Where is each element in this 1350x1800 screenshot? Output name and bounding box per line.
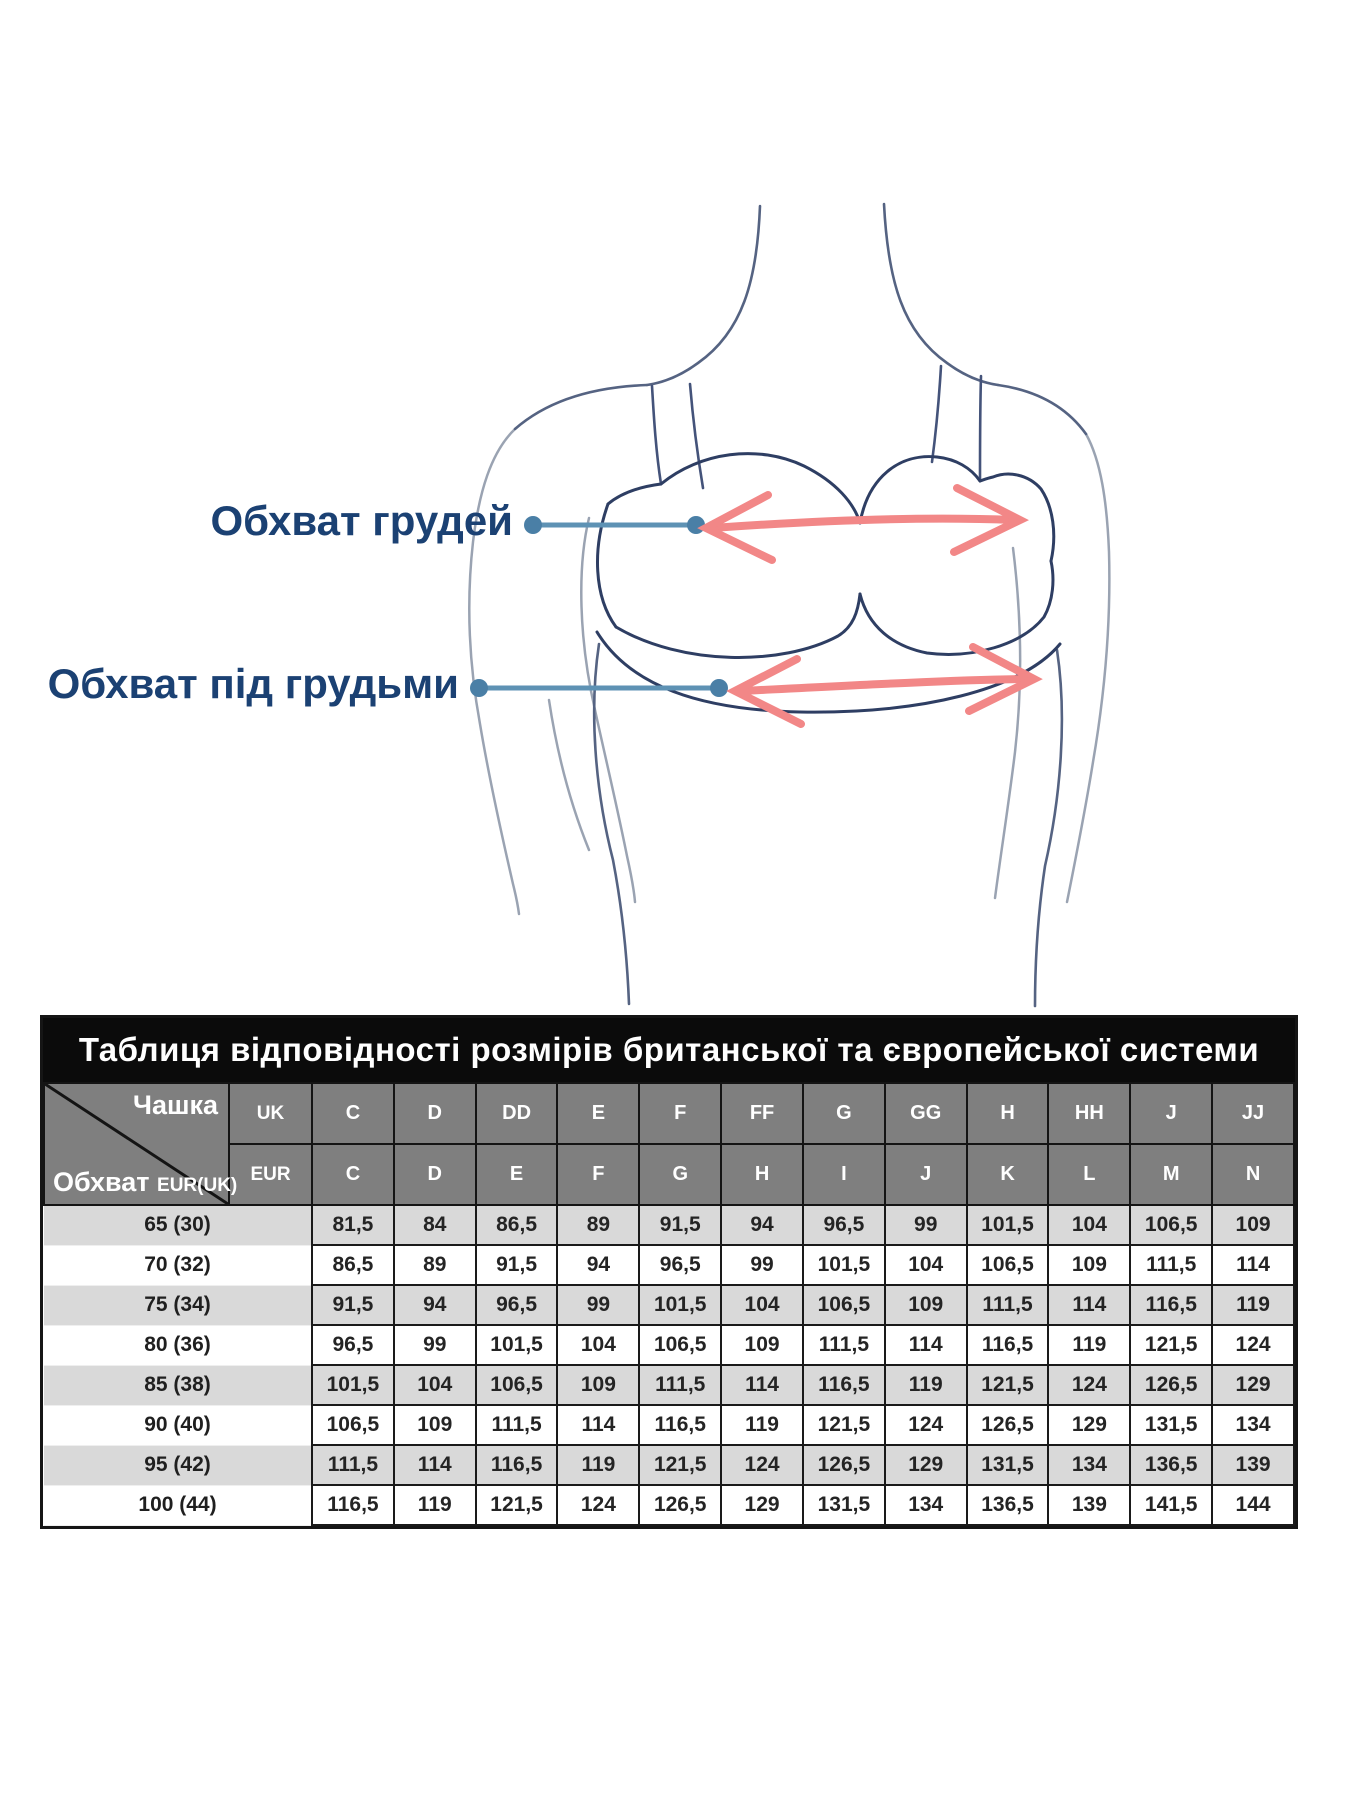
measurement-value-cell: 116,5: [967, 1325, 1049, 1365]
torso-body: [515, 204, 1086, 1006]
measurement-value-cell: 114: [1212, 1245, 1294, 1285]
measurement-value-cell: 129: [1048, 1405, 1130, 1445]
measurement-value-cell: 131,5: [803, 1485, 885, 1525]
underbust-leader-dot-left: [470, 679, 488, 697]
measurement-value-cell: 99: [394, 1325, 476, 1365]
measurement-value-cell: 84: [394, 1205, 476, 1245]
bust-arrow-shaft: [712, 519, 1014, 528]
measurement-value-cell: 124: [1048, 1365, 1130, 1405]
band-size-cell: 95 (42): [44, 1445, 312, 1485]
measurement-value-cell: 104: [557, 1325, 639, 1365]
measurement-value-cell: 109: [557, 1365, 639, 1405]
bust-circumference-label: Обхват грудей: [210, 497, 513, 544]
uk-cup-size-cell: GG: [885, 1083, 967, 1144]
uk-cup-size-cell: FF: [721, 1083, 803, 1144]
measurement-value-cell: 106,5: [1130, 1205, 1212, 1245]
measurement-value-cell: 94: [394, 1285, 476, 1325]
measurement-value-cell: 144: [1212, 1485, 1294, 1525]
measurement-value-cell: 91,5: [639, 1205, 721, 1245]
eur-cup-size-cell: D: [394, 1144, 476, 1205]
measurement-value-cell: 114: [1048, 1285, 1130, 1325]
measurement-value-cell: 111,5: [1130, 1245, 1212, 1285]
left-elbow-crease-line: [549, 700, 589, 850]
measurement-value-cell: 121,5: [967, 1365, 1049, 1405]
measurement-value-cell: 124: [721, 1445, 803, 1485]
measurement-value-cell: 129: [885, 1445, 967, 1485]
measurement-value-cell: 96,5: [312, 1325, 394, 1365]
eur-cup-size-cell: H: [721, 1144, 803, 1205]
measurement-value-cell: 121,5: [639, 1445, 721, 1485]
eur-cup-size-cell: F: [557, 1144, 639, 1205]
band-size-cell: 90 (40): [44, 1405, 312, 1445]
measurement-value-cell: 96,5: [639, 1245, 721, 1285]
underbust-arrow: [735, 647, 1034, 724]
measurement-value-cell: 131,5: [967, 1445, 1049, 1485]
measurement-value-cell: 101,5: [967, 1205, 1049, 1245]
uk-cup-size-cell: G: [803, 1083, 885, 1144]
right-inner-arm-line: [995, 548, 1020, 898]
measurement-value-cell: 121,5: [476, 1485, 558, 1525]
measurement-value-cell: 116,5: [803, 1365, 885, 1405]
measurement-value-cell: 126,5: [639, 1485, 721, 1525]
size-table-title: Таблиця відповідності розмірів британської та європейської системи: [43, 1018, 1295, 1082]
eur-cup-size-cell: J: [885, 1144, 967, 1205]
measurement-value-cell: 116,5: [312, 1485, 394, 1525]
measurement-value-cell: 106,5: [803, 1285, 885, 1325]
girth-corner-label: Обхват EUR(UK): [53, 1167, 238, 1197]
bust-arrow: [706, 488, 1020, 560]
uk-cup-size-cell: E: [557, 1083, 639, 1144]
measurement-value-cell: 89: [557, 1205, 639, 1245]
eur-cup-size-cell: I: [803, 1144, 885, 1205]
left-waist-line: [594, 644, 629, 1004]
left-side-seam: [608, 484, 661, 504]
measurement-value-cell: 96,5: [803, 1205, 885, 1245]
measurement-value-cell: 86,5: [476, 1205, 558, 1245]
measurement-value-cell: 134: [1048, 1445, 1130, 1485]
uk-cup-size-cell: HH: [1048, 1083, 1130, 1144]
eur-cup-size-cell: K: [967, 1144, 1049, 1205]
right-cup-bottom-edge: [860, 561, 1053, 654]
bust-leader-dot-right: [687, 516, 705, 534]
measurement-value-cell: 116,5: [1130, 1285, 1212, 1325]
right-strap-outer-line: [980, 376, 981, 481]
measurement-value-cell: 111,5: [312, 1445, 394, 1485]
bra-straps: [652, 366, 981, 488]
table-row: [44, 1405, 1294, 1445]
measurement-value-cell: 111,5: [639, 1365, 721, 1405]
measurement-value-cell: 141,5: [1130, 1485, 1212, 1525]
left-shoulder-line: [515, 385, 647, 429]
measurement-value-cell: 99: [721, 1245, 803, 1285]
table-row: [44, 1285, 1294, 1325]
measurement-value-cell: 101,5: [639, 1285, 721, 1325]
left-wing-edge: [598, 504, 616, 627]
corner-cell: [44, 1083, 238, 1205]
band-size-cell: 80 (36): [44, 1325, 312, 1365]
measurement-value-cell: 139: [1048, 1485, 1130, 1525]
size-grid: [43, 1082, 1295, 1526]
measurement-value-cell: 114: [557, 1405, 639, 1445]
measurement-value-cell: 101,5: [476, 1325, 558, 1365]
measurement-value-cell: 109: [1212, 1205, 1294, 1245]
measurement-value-cell: 99: [885, 1205, 967, 1245]
measurement-value-cell: 106,5: [312, 1405, 394, 1445]
measurement-value-cell: 129: [1212, 1365, 1294, 1405]
measurement-value-cell: 111,5: [967, 1285, 1049, 1325]
measurement-value-cell: 94: [557, 1245, 639, 1285]
measurement-value-cell: 114: [721, 1365, 803, 1405]
measurement-value-cell: 129: [721, 1485, 803, 1525]
measurement-value-cell: 104: [721, 1285, 803, 1325]
uk-cup-size-cell: DD: [476, 1083, 558, 1144]
measurement-value-cell: 89: [394, 1245, 476, 1285]
left-strap-outer-line: [652, 386, 661, 484]
measurement-value-cell: 109: [394, 1405, 476, 1445]
band-size-cell: 100 (44): [44, 1485, 312, 1525]
measurement-value-cell: 99: [557, 1285, 639, 1325]
band-size-cell: 85 (38): [44, 1365, 312, 1405]
measurement-value-cell: 109: [885, 1285, 967, 1325]
measurement-value-cell: 96,5: [476, 1285, 558, 1325]
measurement-value-cell: 91,5: [476, 1245, 558, 1285]
left-cup-top-edge: [661, 454, 860, 523]
bra-outline: [597, 454, 1060, 713]
eur-cup-size-cell: G: [639, 1144, 721, 1205]
measurement-value-cell: 124: [557, 1485, 639, 1525]
measurement-value-cell: 86,5: [312, 1245, 394, 1285]
measurement-value-cell: 121,5: [1130, 1325, 1212, 1365]
measurement-value-cell: 131,5: [1130, 1405, 1212, 1445]
band-size-cell: 75 (34): [44, 1285, 312, 1325]
measurement-value-cell: 101,5: [803, 1245, 885, 1285]
eur-cup-size-cell: E: [476, 1144, 558, 1205]
measurement-value-cell: 134: [1212, 1405, 1294, 1445]
measurement-value-cell: 119: [721, 1405, 803, 1445]
underbust-leader-dot-right: [710, 679, 728, 697]
measurement-value-cell: 119: [1048, 1325, 1130, 1365]
measurement-value-cell: 124: [1212, 1325, 1294, 1365]
measurement-value-cell: 101,5: [312, 1365, 394, 1405]
right-outer-arm-line: [1067, 434, 1109, 902]
measurement-value-cell: 126,5: [967, 1405, 1049, 1445]
right-waist-line: [1035, 650, 1062, 1006]
measurement-value-cell: 104: [1048, 1205, 1130, 1245]
uk-cup-size-cell: F: [639, 1083, 721, 1144]
band-size-cell: 70 (32): [44, 1245, 312, 1285]
measurement-value-cell: 81,5: [312, 1205, 394, 1245]
measurement-value-cell: 106,5: [967, 1245, 1049, 1285]
measurement-value-cell: 106,5: [476, 1365, 558, 1405]
measurement-value-cell: 104: [394, 1365, 476, 1405]
measurement-value-cell: 109: [1048, 1245, 1130, 1285]
eur-cup-size-cell: C: [312, 1144, 394, 1205]
table-row: [44, 1325, 1294, 1365]
right-shoulder-line: [998, 385, 1086, 434]
right-strap-inner-line: [932, 366, 941, 462]
right-neck-line: [884, 204, 998, 385]
measurement-value-cell: 134: [885, 1485, 967, 1525]
measurement-value-cell: 124: [885, 1405, 967, 1445]
eur-cup-size-cell: N: [1212, 1144, 1294, 1205]
measurement-value-cell: 119: [394, 1485, 476, 1525]
measurement-value-cell: 119: [1212, 1285, 1294, 1325]
table-row: [44, 1245, 1294, 1285]
left-cup-bottom-edge: [616, 594, 860, 657]
uk-cup-size-cell: C: [312, 1083, 394, 1144]
eur-cup-size-cell: L: [1048, 1144, 1130, 1205]
eur-cup-size-cell: M: [1130, 1144, 1212, 1205]
measurement-value-cell: 114: [394, 1445, 476, 1485]
measurement-value-cell: 104: [885, 1245, 967, 1285]
uk-cup-size-cell: J: [1130, 1083, 1212, 1144]
underbust-circumference-label: Обхват під грудьми: [47, 660, 459, 707]
measurement-value-cell: 136,5: [967, 1485, 1049, 1525]
measurement-value-cell: 111,5: [803, 1325, 885, 1365]
measurement-value-cell: 116,5: [639, 1405, 721, 1445]
measurement-value-cell: 106,5: [639, 1325, 721, 1365]
uk-cup-size-cell: JJ: [1212, 1083, 1294, 1144]
table-row: [44, 1205, 1294, 1245]
measurement-value-cell: 119: [885, 1365, 967, 1405]
measurement-value-cell: 116,5: [476, 1445, 558, 1485]
cup-corner-label: Чашка: [132, 1090, 218, 1120]
measurement-value-cell: 109: [721, 1325, 803, 1365]
measurement-value-cell: 91,5: [312, 1285, 394, 1325]
table-row: [44, 1445, 1294, 1485]
bust-leader-dot-left: [524, 516, 542, 534]
measurement-value-cell: 121,5: [803, 1405, 885, 1445]
measurement-value-cell: 94: [721, 1205, 803, 1245]
table-row: [44, 1365, 1294, 1405]
band-size-cell: 65 (30): [44, 1205, 312, 1245]
measurement-value-cell: 114: [885, 1325, 967, 1365]
measurement-value-cell: 136,5: [1130, 1445, 1212, 1485]
uk-cup-size-cell: D: [394, 1083, 476, 1144]
table-row: [44, 1485, 1294, 1525]
measurement-value-cell: 119: [557, 1445, 639, 1485]
size-table: [40, 1015, 1298, 1529]
measurement-value-cell: 111,5: [476, 1405, 558, 1445]
uk-system-label: UK: [229, 1083, 312, 1144]
left-strap-inner-line: [690, 384, 703, 488]
measurement-value-cell: 126,5: [1130, 1365, 1212, 1405]
uk-cup-size-cell: H: [967, 1083, 1049, 1144]
left-neck-line: [647, 206, 760, 385]
eur-system-label: EUR: [229, 1144, 312, 1205]
measurement-value-cell: 139: [1212, 1445, 1294, 1485]
measurement-value-cell: 126,5: [803, 1445, 885, 1485]
